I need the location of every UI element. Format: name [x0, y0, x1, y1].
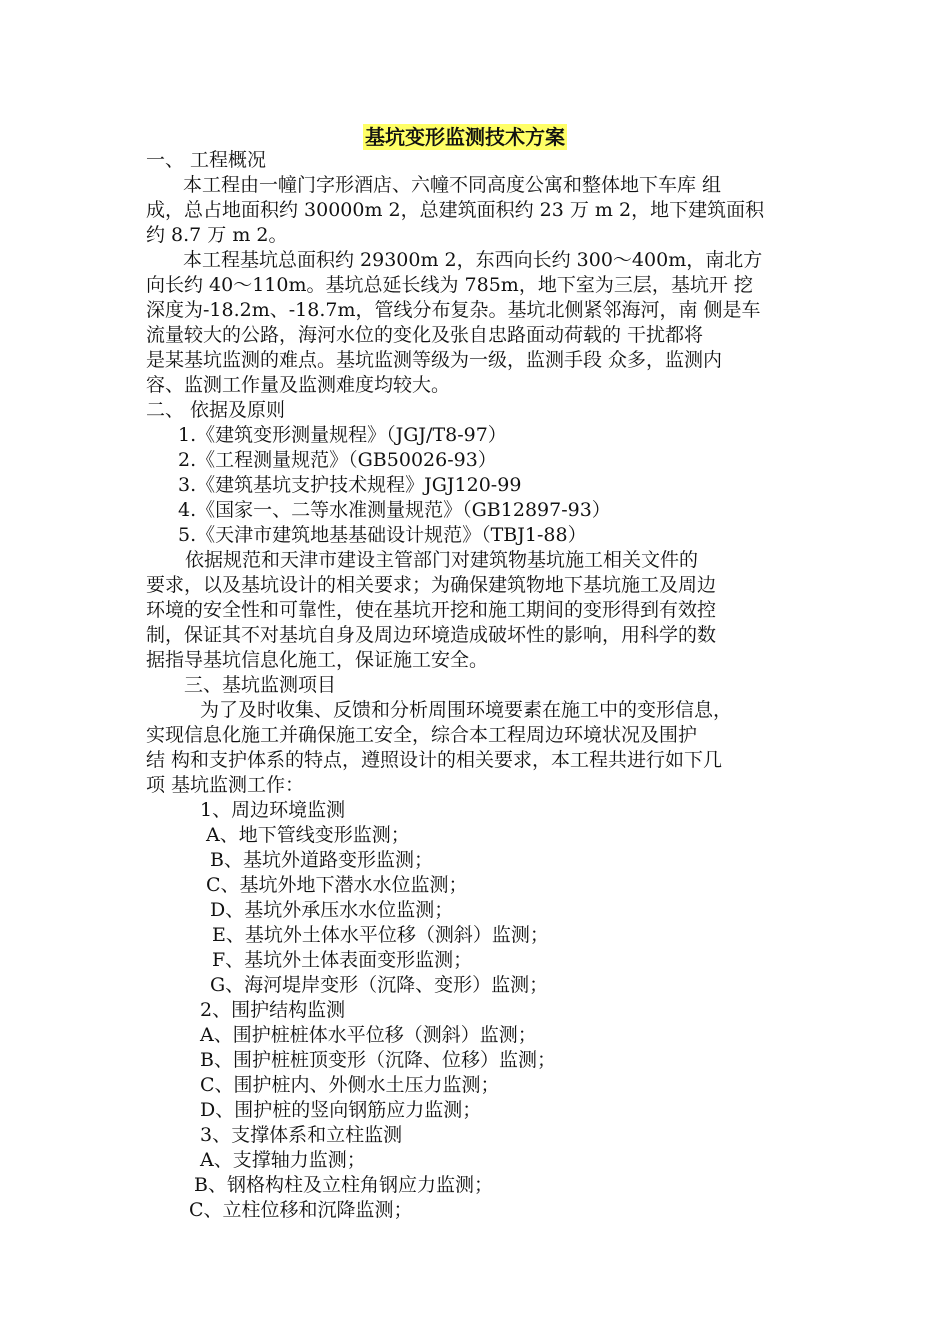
document-line: 2、围护结构监测 — [200, 999, 346, 1021]
document-line: E、基坑外土体水平位移（测斜）监测； — [212, 924, 549, 946]
document-line: 据指导基坑信息化施工，保证施工安全。 — [146, 649, 489, 671]
document-line: A、支撑轴力监测； — [200, 1149, 366, 1171]
document-line: 一、 工程概况 — [146, 149, 267, 171]
document-line: 二、 依据及原则 — [146, 399, 286, 421]
document-line: B、围护桩桩顶变形（沉降、位移）监测； — [200, 1049, 556, 1071]
document-line: B、基坑外道路变形监测； — [210, 849, 433, 871]
document-line: 三、基坑监测项目 — [184, 674, 337, 696]
document-line: 是某基坑监测的难点。基坑监测等级为一级，监测手段 众多，监测内 — [146, 349, 723, 371]
document-line: B、钢格构柱及立柱角钢应力监测； — [194, 1174, 493, 1196]
document-line: 流量较大的公路，海河水位的变化及张自忠路面动荷载的 干扰都将 — [146, 324, 704, 346]
document-line: 环境的安全性和可靠性，使在基坑开挖和施工期间的变形得到有效控 — [146, 599, 717, 621]
document-line: D、基坑外承压水水位监测； — [210, 899, 454, 921]
document-line: 依据规范和天津市建设主管部门对建筑物基坑施工相关文件的 — [185, 549, 699, 571]
document-line: F、基坑外土体表面变形监测； — [212, 949, 473, 971]
document-line: C、基坑外地下潜水水位监测； — [206, 874, 468, 896]
document-line: 约 8.7 万 m 2。 — [146, 224, 288, 246]
document-line: 本工程由一幢门字形酒店、六幢不同高度公寓和整体地下车库 组 — [183, 174, 722, 196]
document-line: 本工程基坑总面积约 29300m 2，东西向长约 300～400m，南北方 — [183, 249, 763, 271]
document-line: 3.《建筑基坑支护技术规程》JGJ120-99 — [178, 474, 522, 496]
document-line: D、围护桩的竖向钢筋应力监测； — [200, 1099, 482, 1121]
document-line: 2.《工程测量规范》（GB50026-93） — [178, 449, 497, 471]
document-line: 3、支撑体系和立柱监测 — [200, 1124, 403, 1146]
document-line: 实现信息化施工并确保施工安全，综合本工程周边环境状况及围护 — [146, 724, 698, 746]
document-line: A、围护桩桩体水平位移（测斜）监测； — [200, 1024, 537, 1046]
document-line: 5.《天津市建筑地基基础设计规范》（TBJ1-88） — [178, 524, 587, 546]
document-line: 1、周边环境监测 — [200, 799, 346, 821]
document-line: C、围护桩内、外侧水土压力监测； — [200, 1074, 500, 1096]
document-line: 4.《国家一、二等水准测量规范》（GB12897-93） — [178, 499, 611, 521]
document-line: 项 基坑监测工作： — [146, 774, 305, 796]
document-line: 成，总占地面积约 30000m 2，总建筑面积约 23 万 m 2，地下建筑面积 — [146, 199, 765, 221]
document-line: G、海河堤岸变形（沉降、变形）监测； — [210, 974, 549, 996]
document-line: 向长约 40～110m。基坑总延长线为 785m，地下室为三层，基坑开 挖 — [146, 274, 753, 296]
document-line: 制，保证其不对基坑自身及周边环境造成破坏性的影响，用科学的数 — [146, 624, 717, 646]
document-line: 要求，以及基坑设计的相关要求；为确保建筑物地下基坑施工及周边 — [146, 574, 717, 596]
document-line: A、地下管线变形监测； — [206, 824, 410, 846]
document-line: 结 构和支护体系的特点，遵照设计的相关要求，本工程共进行如下几 — [146, 749, 723, 771]
document-line: 为了及时收集、反馈和分析周围环境要素在施工中的变形信息， — [200, 699, 733, 721]
document-line: 容、监测工作量及监测难度均较大。 — [146, 374, 451, 396]
document-title: 基坑变形监测技术方案 — [365, 125, 565, 149]
document-line: C、立柱位移和沉降监测； — [189, 1199, 413, 1221]
document-line: 1.《建筑变形测量规程》（JGJ/T8-97） — [178, 424, 507, 446]
document-line: 深度为-18.2m、-18.7m，管线分布复杂。基坑北侧紧邻海河，南 侧是车 — [146, 299, 761, 321]
